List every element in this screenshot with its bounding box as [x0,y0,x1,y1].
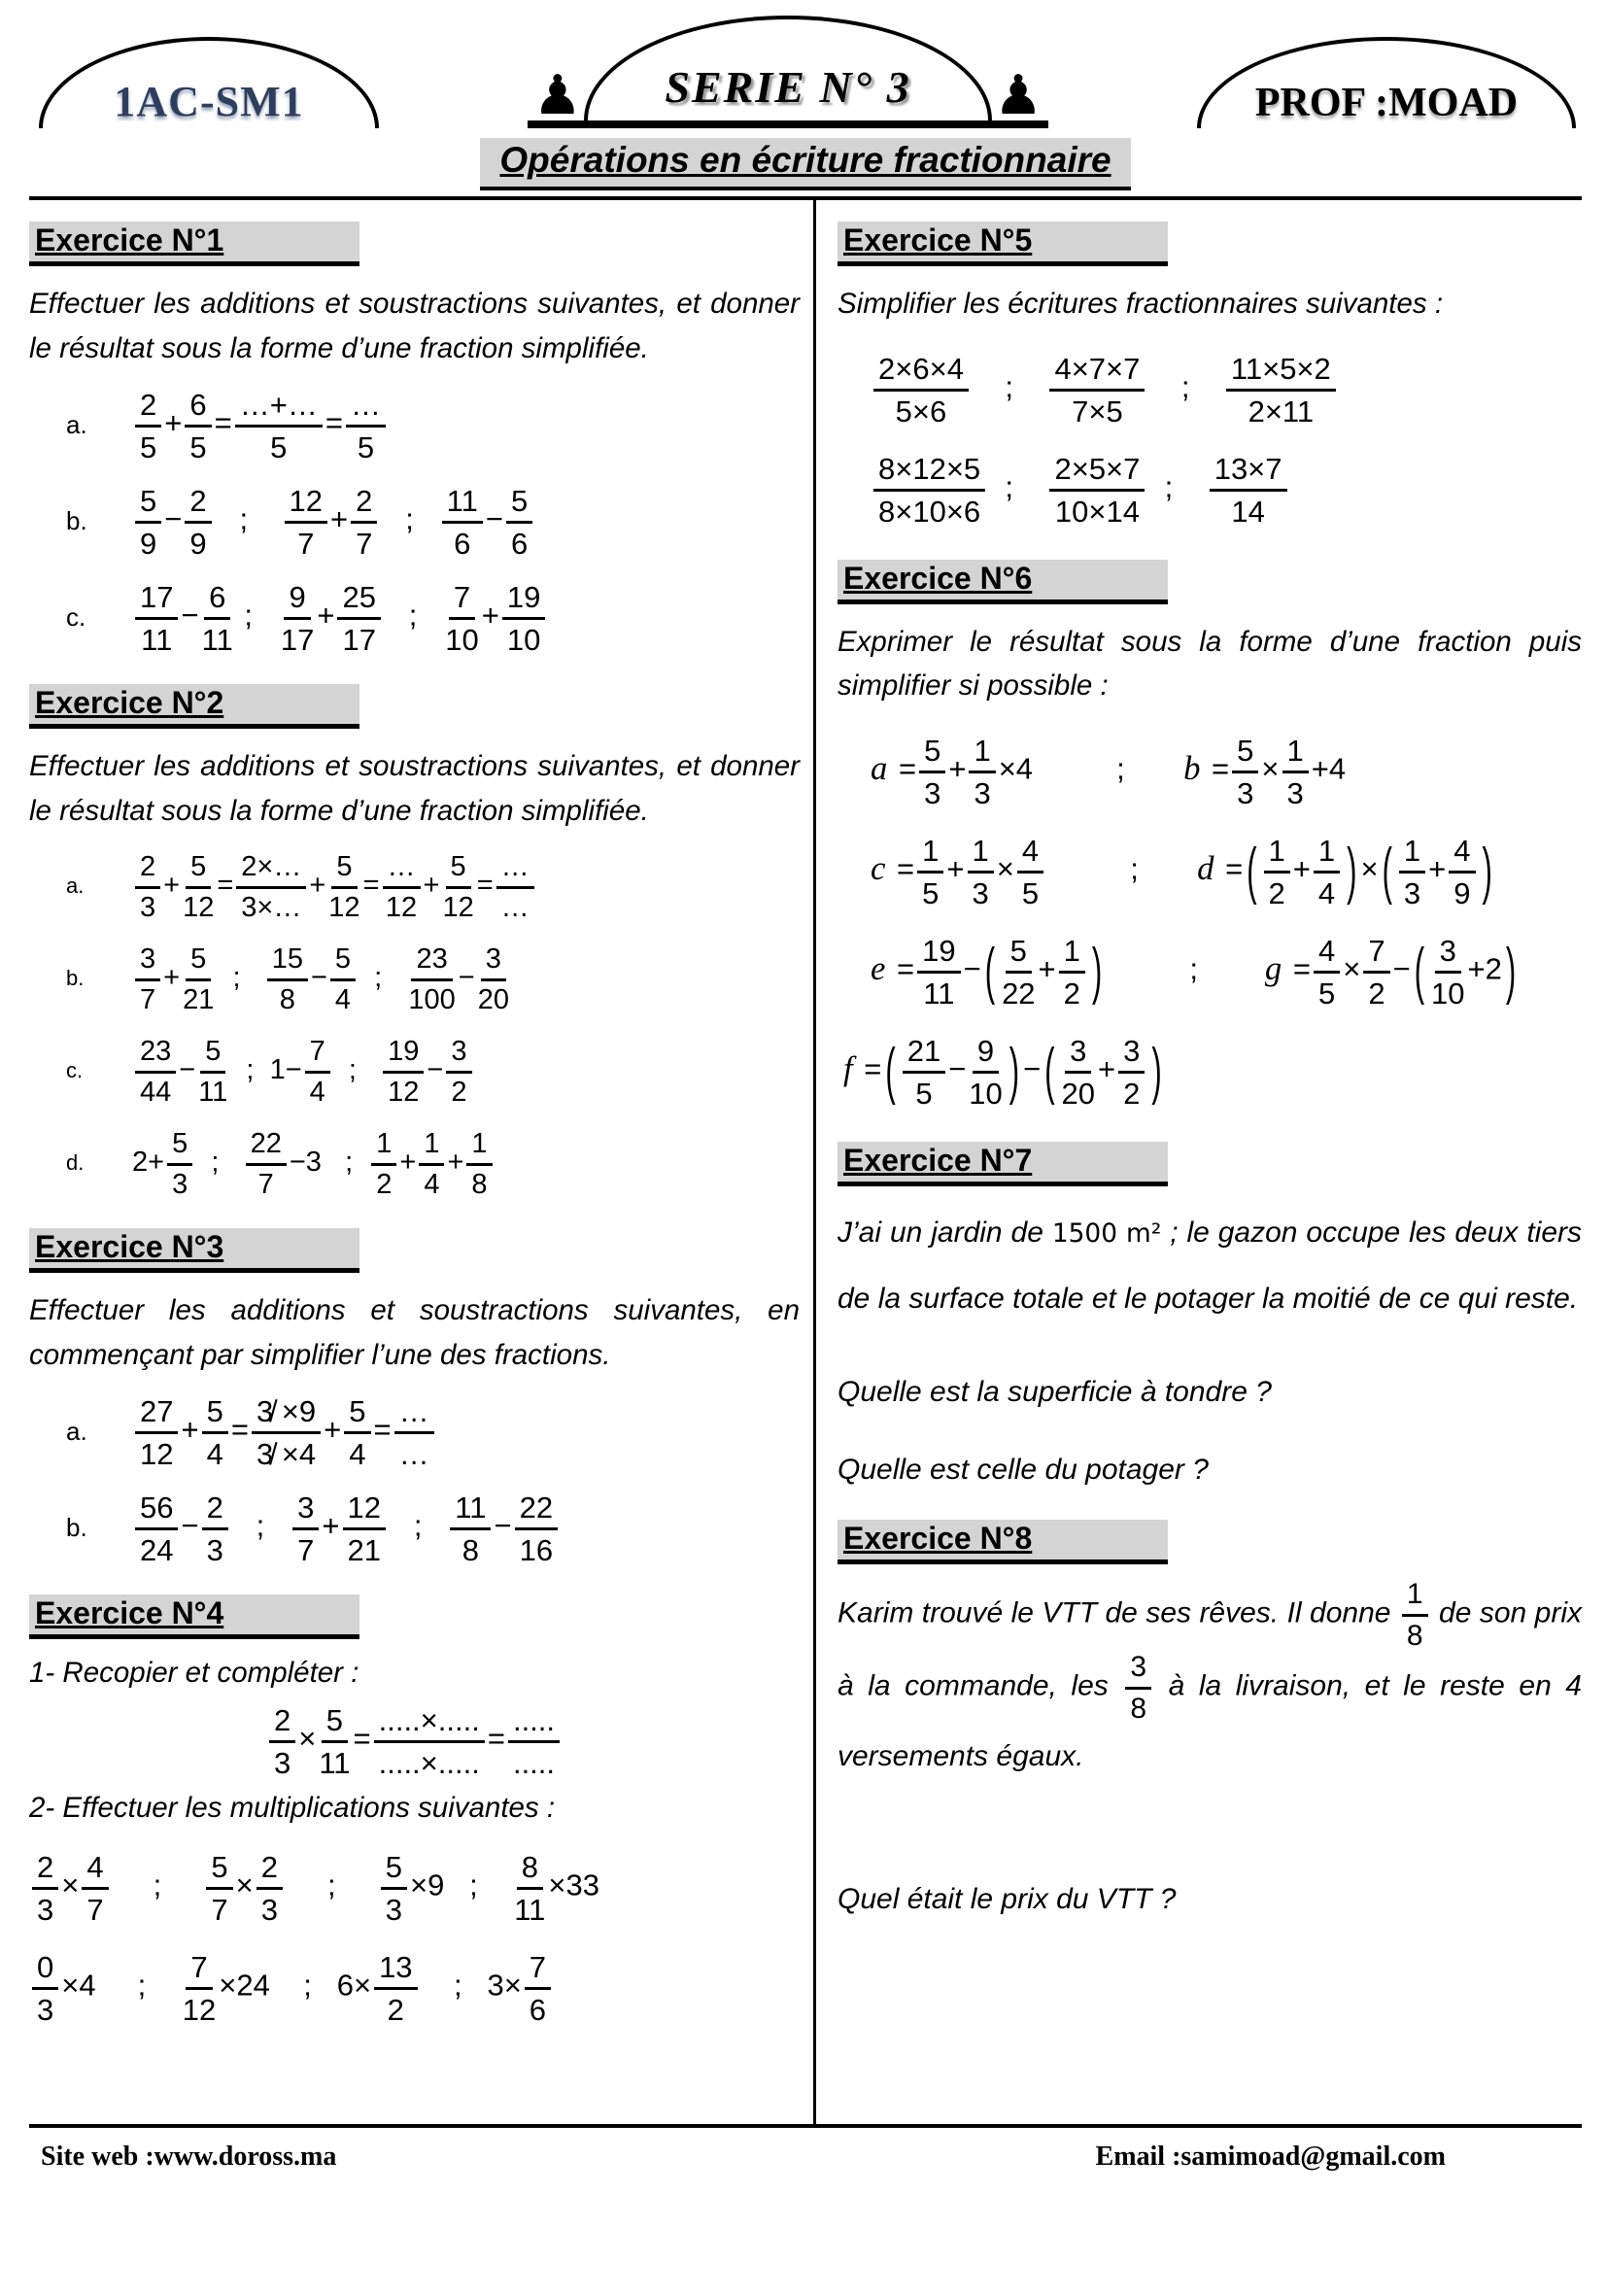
exercise-4-part1-label: 1- Recopier et compléter : [29,1657,359,1690]
math-expression: $\frac{8\times 12\times 5}{8\times 10\times 6}$ ; $\frac{2\times 5\times 7}{10\times 14}$ ; $\frac{13\times 7}{14}$ [838,452,1582,527]
math-expression: e = $\frac{19}{11}$ − ( $\frac{5}{22}$ + $\frac{1}{2}$ ) ; g = $\frac{4}{5}$ × $\frac{7}{2}$ − ( $\frac{3}{10}$ +2 ) [871,934,1517,1011]
math-expression: $\frac{2}{5}$ + $\frac{6}{5}$ = $\frac{\dots+\dots}{5}$ = $\frac{\dots}{5}$ [132,388,389,463]
exercise-8-heading: Exercice N°8 [838,1520,1168,1564]
exercise-2-heading: Exercice N°2 [29,684,359,729]
exercise-3-heading: Exercice N°3 [29,1228,359,1273]
worksheet-body [29,196,1582,2128]
exercise-1-item-b [29,484,800,562]
exercise-7-heading: Exercice N°7 [838,1142,1168,1186]
math-expression: $\frac{3}{7}$ + $\frac{5}{21}$ ; $\frac{15}{8}$ − $\frac{5}{4}$ ; $\frac{23}{100}$ − $\frac{3}{20}$ [132,943,512,1014]
class-badge [39,37,379,128]
math-expression: $\frac{5}{9}$ − $\frac{2}{9}$ ; $\frac{12}{7}$ + $\frac{2}{7}$ ; $\frac{11}{6}$ − $\frac{5}{6}$ [132,484,535,559]
item-label: c. [66,1058,84,1083]
series-badge-group [528,16,1048,128]
series-badge-label: SERIE N° 3 [665,62,911,112]
exercise-3-item-b [29,1491,800,1568]
item-label: a. [66,874,85,899]
item-label: c. [66,602,86,633]
exercise-1-heading: Exercice N°1 [29,222,359,266]
exercise-1-item-c [29,580,800,658]
item-label: d. [66,1150,85,1176]
exercise-4-heading: Exercice N°4 [29,1594,359,1639]
right-column [813,200,1582,2124]
exercise-8 [838,1512,1582,1916]
item-label: b. [66,966,85,991]
footer-email: Email :samimoad@gmail.com [1095,2142,1446,2172]
exercise-8-text: Karim trouvé le VTT de ses rêves. Il donne $\frac{1}{8}$ de son prix à la commande, les $\frac{3}{8}$ à la livraison, et le reste en 4 versements égaux. [838,1578,1582,1773]
series-badge [584,16,992,120]
exercise-5 [838,214,1582,527]
exercise-3-item-a [29,1394,800,1472]
exercise-6-intro: Exprimer le résultat sous la forme d’une fraction puis simplifier si possible : [838,625,1582,703]
prof-badge [1197,37,1576,128]
math-expression: 2+ $\frac{5}{3}$ ; $\frac{22}{7}$ −3 ; $\frac{1}{2}$ + $\frac{1}{4}$ + $\frac{1}{8}$ [132,1128,496,1199]
item-label: a. [66,1417,87,1447]
exercise-4-part2-label: 2- Effectuer les multiplications suivantes : [29,1792,556,1825]
math-expression: $\frac{23}{44}$ − $\frac{5}{11}$ ; 1− $\frac{7}{4}$ ; $\frac{19}{12}$ − $\frac{3}{2}$ [132,1036,475,1107]
exercise-4 [29,1587,800,2028]
prof-badge-label: PROF :MOAD [1254,81,1519,125]
exercise-1 [29,214,800,658]
math-expression: $\frac{2}{3}$ + $\frac{5}{12}$ = $\frac{2\times\dots}{3\times\dots}$ + $\frac{5}{12}$ = $\frac{\dots}{12}$ + $\frac{5}{12}$ = $\frac{\dots}{\dots}$ [132,851,537,922]
exercise-7-question-1: Quelle est la superficie à tondre ? [838,1376,1272,1409]
exercise-2-item-c [29,1036,800,1107]
math-expression: $\frac{2}{3}$ × $\frac{5}{11}$ = $\frac{.....\times.....}{.....\times.....}$ = $\frac{.....}{.....}$ [29,1703,800,1778]
math-expression: f = ( $\frac{21}{5}$ − $\frac{9}{10}$ ) − ( $\frac{3}{20}$ + $\frac{3}{2}$ ) [843,1034,1162,1112]
item-label: b. [66,506,87,536]
exercise-6 [838,552,1582,1112]
exercise-1-intro: Effectuer les additions et soustractions suivantes, et donner le résultat sous la forme d’une fraction simplifiée. [29,288,800,364]
math-expression: $\frac{17}{11}$ − $\frac{6}{11}$ ; $\frac{9}{17}$ + $\frac{25}{17}$ ; $\frac{7}{10}$ + $\frac{19}{10}$ [132,580,548,655]
page-title: Opérations en écriture fractionnaire [480,138,1130,190]
exercise-5-intro: Simplifier les écritures fractionnaires suivantes : [838,288,1444,320]
math-expression: $\frac{2\times 6\times 4}{5\times 6}$ ; $\frac{4\times 7\times 7}{7\times 5}$ ; $\frac{11\times 5\times 2}{2\times 11}$ [838,352,1582,427]
math-expression: $\frac{56}{24}$ − $\frac{2}{3}$ ; $\frac{3}{7}$ + $\frac{12}{21}$ ; $\frac{11}{8}$ − $\frac{22}{16}$ [132,1491,561,1565]
class-badge-label: 1AC-SM1 [114,78,304,125]
exercise-1-item-a [29,388,800,463]
item-label: b. [66,1513,87,1543]
exercise-2-intro: Effectuer les additions et soustractions suivantes, et donner le résultat sous la forme d’une fraction simplifiée. [29,750,800,828]
pawn-icon: ♟ [994,64,1043,126]
exercise-8-question: Quel était le prix du VTT ? [838,1882,1177,1915]
footer-site: Site web :www.doross.ma [41,2142,337,2172]
page-footer [29,2128,1582,2173]
exercise-2-item-d [29,1128,800,1199]
exercise-6-heading: Exercice N°6 [838,560,1168,604]
pawn-icon: ♟ [532,64,582,126]
left-column [29,200,813,2124]
exercise-7-text: J’ai un jardin de 1500 m² ; le gazon occupe les deux tiers de la surface totale et le potager la moitié de ce qui reste. [838,1217,1583,1315]
exercise-3-intro: Effectuer les additions et soustractions suivantes, en commençant par simplifier l’une des fractions. [29,1293,800,1371]
math-expression: $\frac{27}{12}$ + $\frac{5}{4}$ = $\frac{3̸ \times 9}{3̸ \times 4}$ + $\frac{5}{4}$ = $\frac{\dots}{\dots}$ [132,1394,437,1469]
exercise-7-question-2: Quelle est celle du potager ? [838,1454,1209,1487]
math-expression: c = $\frac{1}{5}$ + $\frac{1}{3}$ × $\frac{4}{5}$ ; d = ( $\frac{1}{2}$ + $\frac{1}{4}$ ) × ( $\frac{1}{3}$ + $\frac{4}{9}$ ) [871,834,1492,911]
exercise-5-heading: Exercice N°5 [838,222,1168,266]
exercise-7 [838,1134,1582,1487]
page-header [29,8,1582,128]
title-bar [29,138,1582,190]
math-expression: $\frac{2}{3}$ × $\frac{4}{7}$ ; $\frac{5}{7}$ × $\frac{2}{3}$ ; $\frac{5}{3}$ ×9 ; $\frac{8}{11}$ ×33 [29,1850,800,1925]
exercise-2 [29,676,800,1198]
math-expression: $\frac{0}{3}$ ×4 ; $\frac{7}{12}$ ×24 ; 6× $\frac{13}{2}$ ; 3× $\frac{7}{6}$ [29,1950,800,2025]
exercise-2-item-b [29,943,800,1014]
math-expression: a = $\frac{5}{3}$ + $\frac{1}{3}$ ×4 ; b = $\frac{5}{3}$ × $\frac{1}{3}$ +4 [871,734,1347,811]
exercise-2-item-a [29,851,800,922]
exercise-3 [29,1220,800,1568]
item-label: a. [66,410,87,440]
